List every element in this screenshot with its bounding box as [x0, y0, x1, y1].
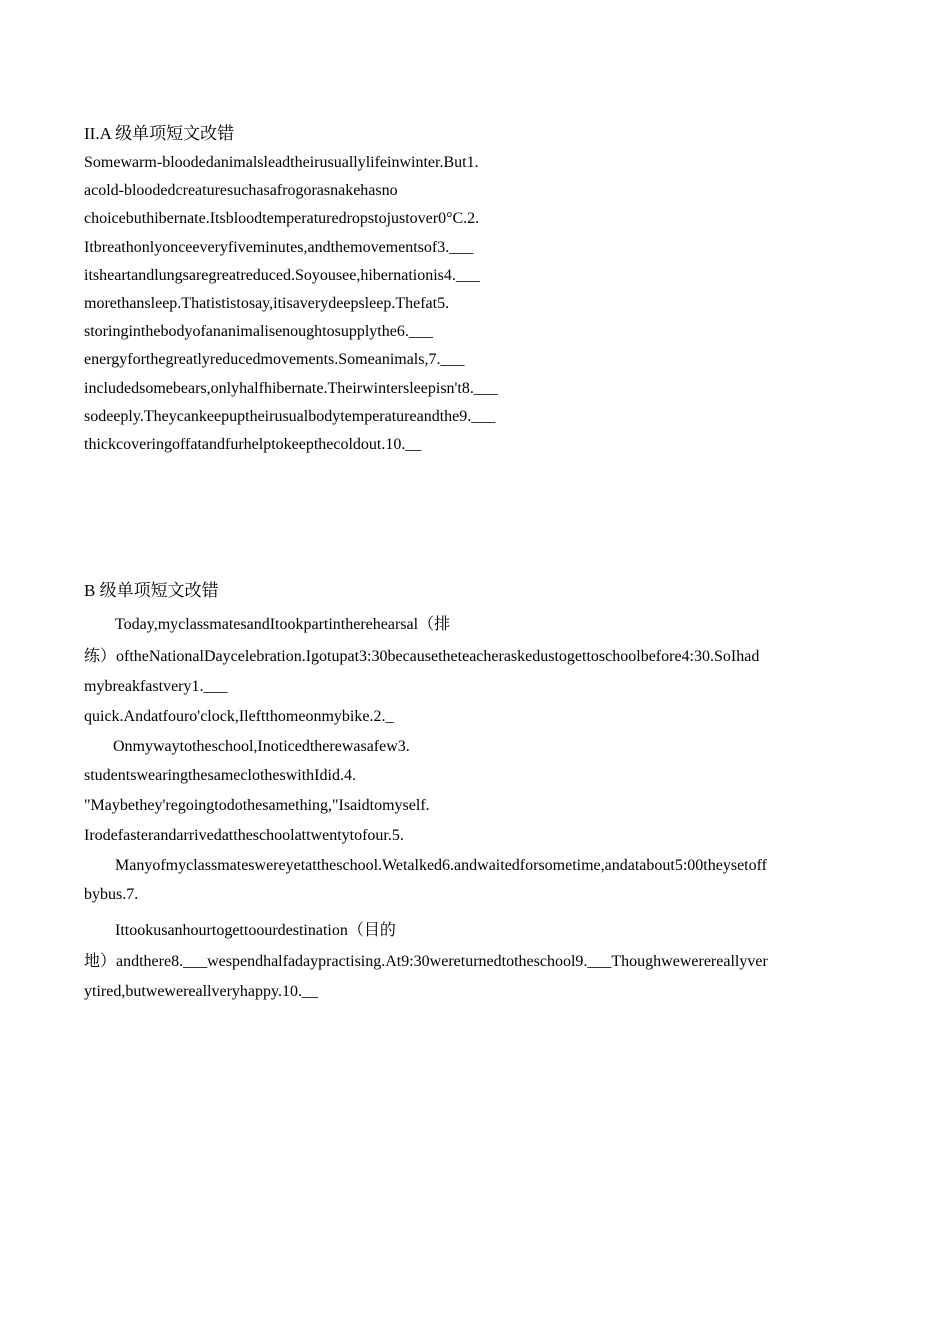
section-a-line: storinginthebodyofananimalisenoughtosupplythe6.___ — [84, 323, 433, 340]
section-b-line: "Maybethey'regoingtodothesamething,"Isaidtomyself. — [84, 797, 430, 814]
section-b-line: Irodefasterandarrivedattheschoolattwentytofour.5. — [84, 827, 404, 844]
section-a-line: acold-bloodedcreaturesuchasafrogorasnakehasno — [84, 182, 398, 199]
section-b-line: Today,myclassmatesandItookpartintherehearsal（排 — [115, 616, 451, 633]
section-b-line: Ittookusanhourtogettoourdestination（目的 — [115, 922, 396, 939]
section-a-line: includedsomebears,onlyhalfhibernate.Theirwintersleepisn't8.___ — [84, 380, 498, 397]
section-b-line: ytired,butwewereallveryhappy.10.__ — [84, 983, 318, 1000]
section-b-line: Manyofmyclassmateswereyetattheschool.Wetalked6.andwaitedforsometime,andatabout5:00theysetoff — [115, 857, 767, 874]
section-b-line: mybreakfastvery1.___ — [84, 678, 228, 695]
section-a-line: itsheartandlungsaregreatreduced.Soyousee,hibernationis4.___ — [84, 267, 480, 284]
section-b-line: 地）andthere8.___wespendhalfadaypractising.At9:30wereturnedtotheschool9.___Thoughwewerereallyver — [84, 953, 768, 970]
section-b-line: bybus.7. — [84, 886, 139, 903]
section-a-line: Somewarm-bloodedanimalsleadtheirusuallylifeinwinter.But1. — [84, 154, 479, 171]
section-a-line: thickcoveringoffatandfurhelptokeepthecoldout.10.__ — [84, 436, 422, 453]
section-b-heading: B 级单项短文改错 — [84, 581, 219, 600]
section-b-line: quick.Andatfouro'clock,Ileftthomeonmybike.2._ — [84, 708, 394, 725]
section-b-line: Onmywaytotheschool,Inoticedtherewasafew3. — [113, 738, 410, 755]
section-a-line: Itbreathonlyonceeveryfiveminutes,andthemovementsof3.___ — [84, 239, 474, 256]
section-b-line: 练）oftheNationalDaycelebration.Igotupat3:30becausetheteacheraskedustogettoschoolbefore4:30.SoIhad — [84, 648, 760, 665]
section-a-line: energyforthegreatlyreducedmovements.Someanimals,7.___ — [84, 351, 465, 368]
section-a-line: sodeeply.Theycankeepuptheirusualbodytemperatureandthe9.___ — [84, 408, 496, 425]
section-b-line: studentswearingthesameclotheswithIdid.4. — [84, 767, 356, 784]
section-a-heading: II.A 级单项短文改错 — [84, 124, 235, 143]
section-a-line: choicebuthibernate.Itsbloodtemperaturedropstojustover0°C.2. — [84, 210, 480, 227]
section-a-line: morethansleep.Thatististosay,itisaverydeepsleep.Thefat5. — [84, 295, 450, 312]
